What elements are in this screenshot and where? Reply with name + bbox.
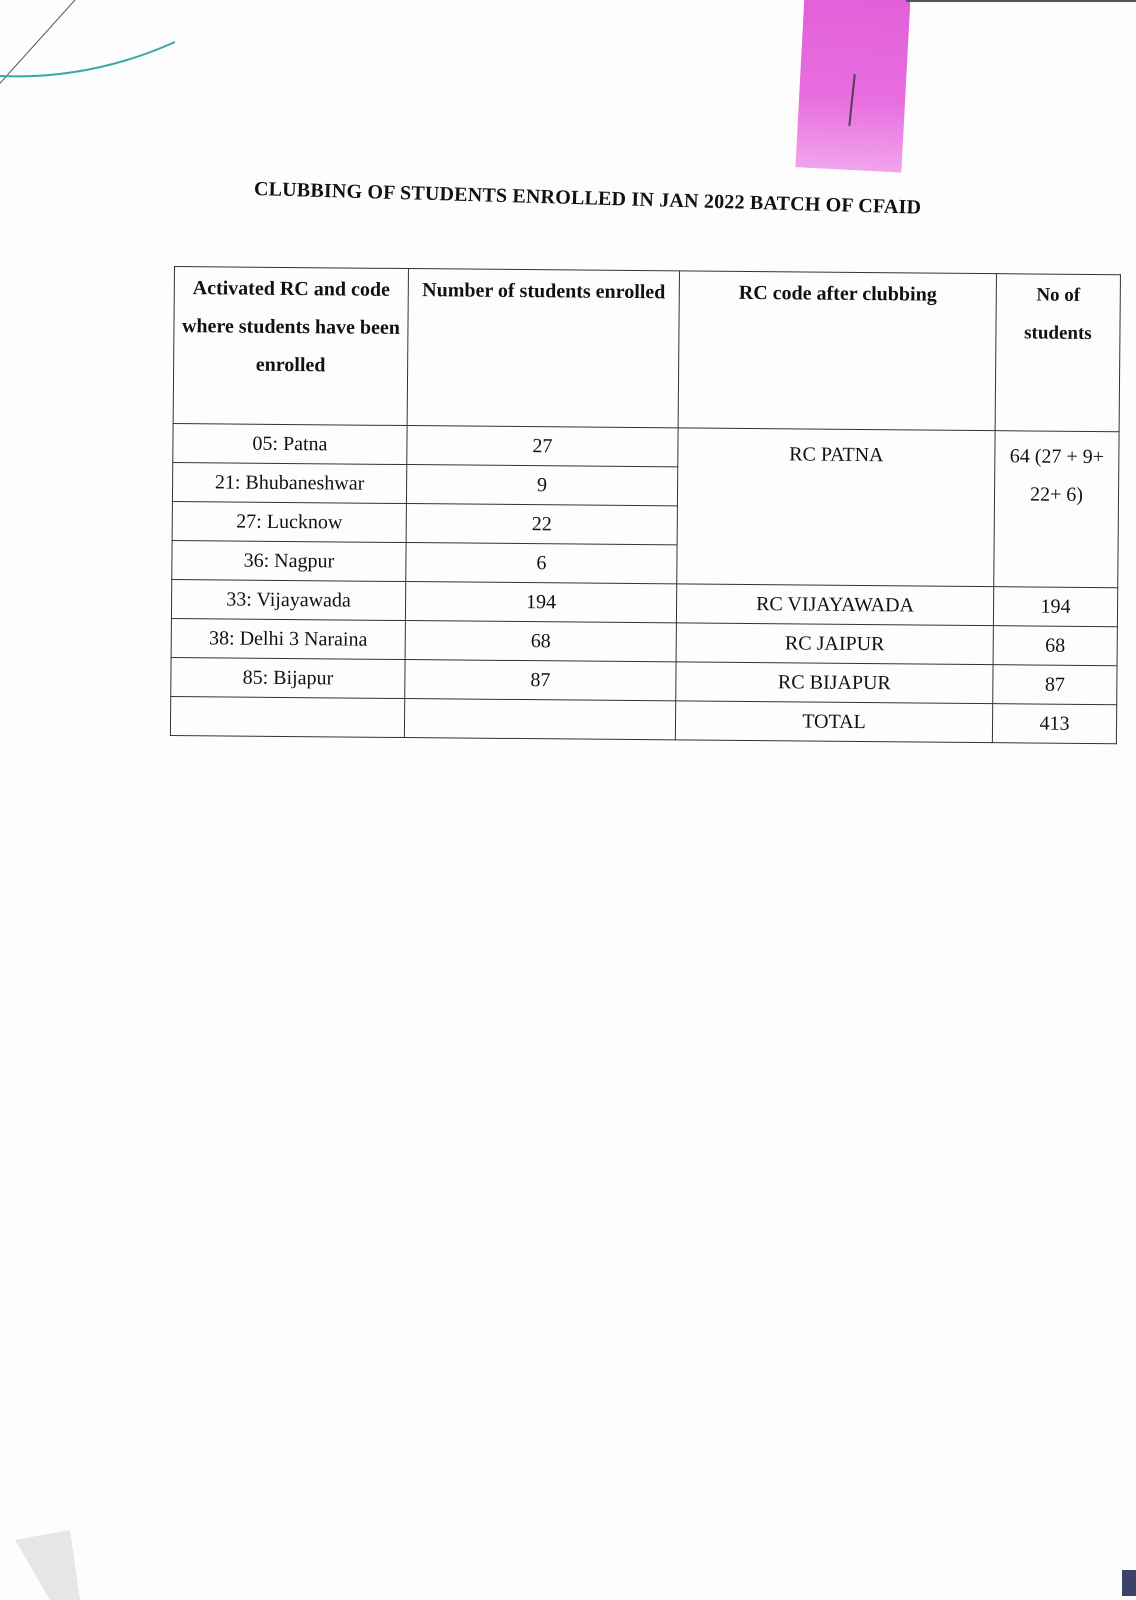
cell-rc: 38: Delhi 3 Naraina <box>171 618 405 659</box>
scan-corner-fold <box>10 1530 80 1600</box>
cell-clubbed-rc: RC JAIPUR <box>676 623 993 665</box>
clubbing-table-wrapper <box>170 266 1105 744</box>
cell-enrolled: 6 <box>406 543 677 584</box>
cell-rc: 33: Vijayawada <box>171 579 405 620</box>
cell-rc: 85: Bijapur <box>171 657 405 698</box>
clubbing-table <box>170 266 1121 744</box>
table-row-total <box>170 696 1116 743</box>
cell-rc: 21: Bhubaneshwar <box>172 462 406 503</box>
scan-teal-curve <box>0 40 180 100</box>
cell-enrolled: 27 <box>407 426 678 467</box>
cell-clubbed-rc: RC VIJAYAWADA <box>676 584 993 626</box>
header-activated-rc: Activated RC and code where students have been enrolled <box>173 267 408 426</box>
header-number-enrolled: Number of students enrolled <box>407 269 679 428</box>
header-no-of-students: No of students <box>995 274 1120 432</box>
cell-clubbed-students: 87 <box>993 665 1117 705</box>
document-title: CLUBBING OF STUDENTS ENROLLED IN JAN 2022 BATCH OF CFAID <box>253 178 922 219</box>
cell-enrolled: 68 <box>405 621 676 662</box>
cell-rc <box>170 696 404 737</box>
cell-enrolled: 9 <box>406 465 677 506</box>
cell-enrolled: 22 <box>406 504 677 545</box>
cell-rc: 05: Patna <box>173 423 407 464</box>
header-rc-after-clubbing: RC code after clubbing <box>678 271 996 431</box>
cell-rc: 36: Nagpur <box>172 540 406 581</box>
staple-mark <box>848 74 855 126</box>
scan-edge-line-top <box>906 0 1136 2</box>
cell-enrolled <box>404 699 675 740</box>
cell-enrolled: 87 <box>405 660 676 701</box>
cell-enrolled: 194 <box>405 582 676 623</box>
cell-rc: 27: Lucknow <box>172 501 406 542</box>
pink-sticky-tab <box>795 0 910 173</box>
cell-total-label: TOTAL <box>675 701 992 743</box>
cell-clubbed-students: 64 (27 + 9+ 22+ 6) <box>994 431 1119 588</box>
table-header-row <box>173 267 1120 432</box>
cell-clubbed-students: 194 <box>993 587 1117 627</box>
cell-clubbed-rc: RC PATNA <box>677 428 995 587</box>
cell-total-value: 413 <box>992 704 1116 744</box>
scan-corner-mark <box>1122 1570 1136 1596</box>
cell-clubbed-rc: RC BIJAPUR <box>676 662 993 704</box>
cell-clubbed-students: 68 <box>993 626 1117 666</box>
